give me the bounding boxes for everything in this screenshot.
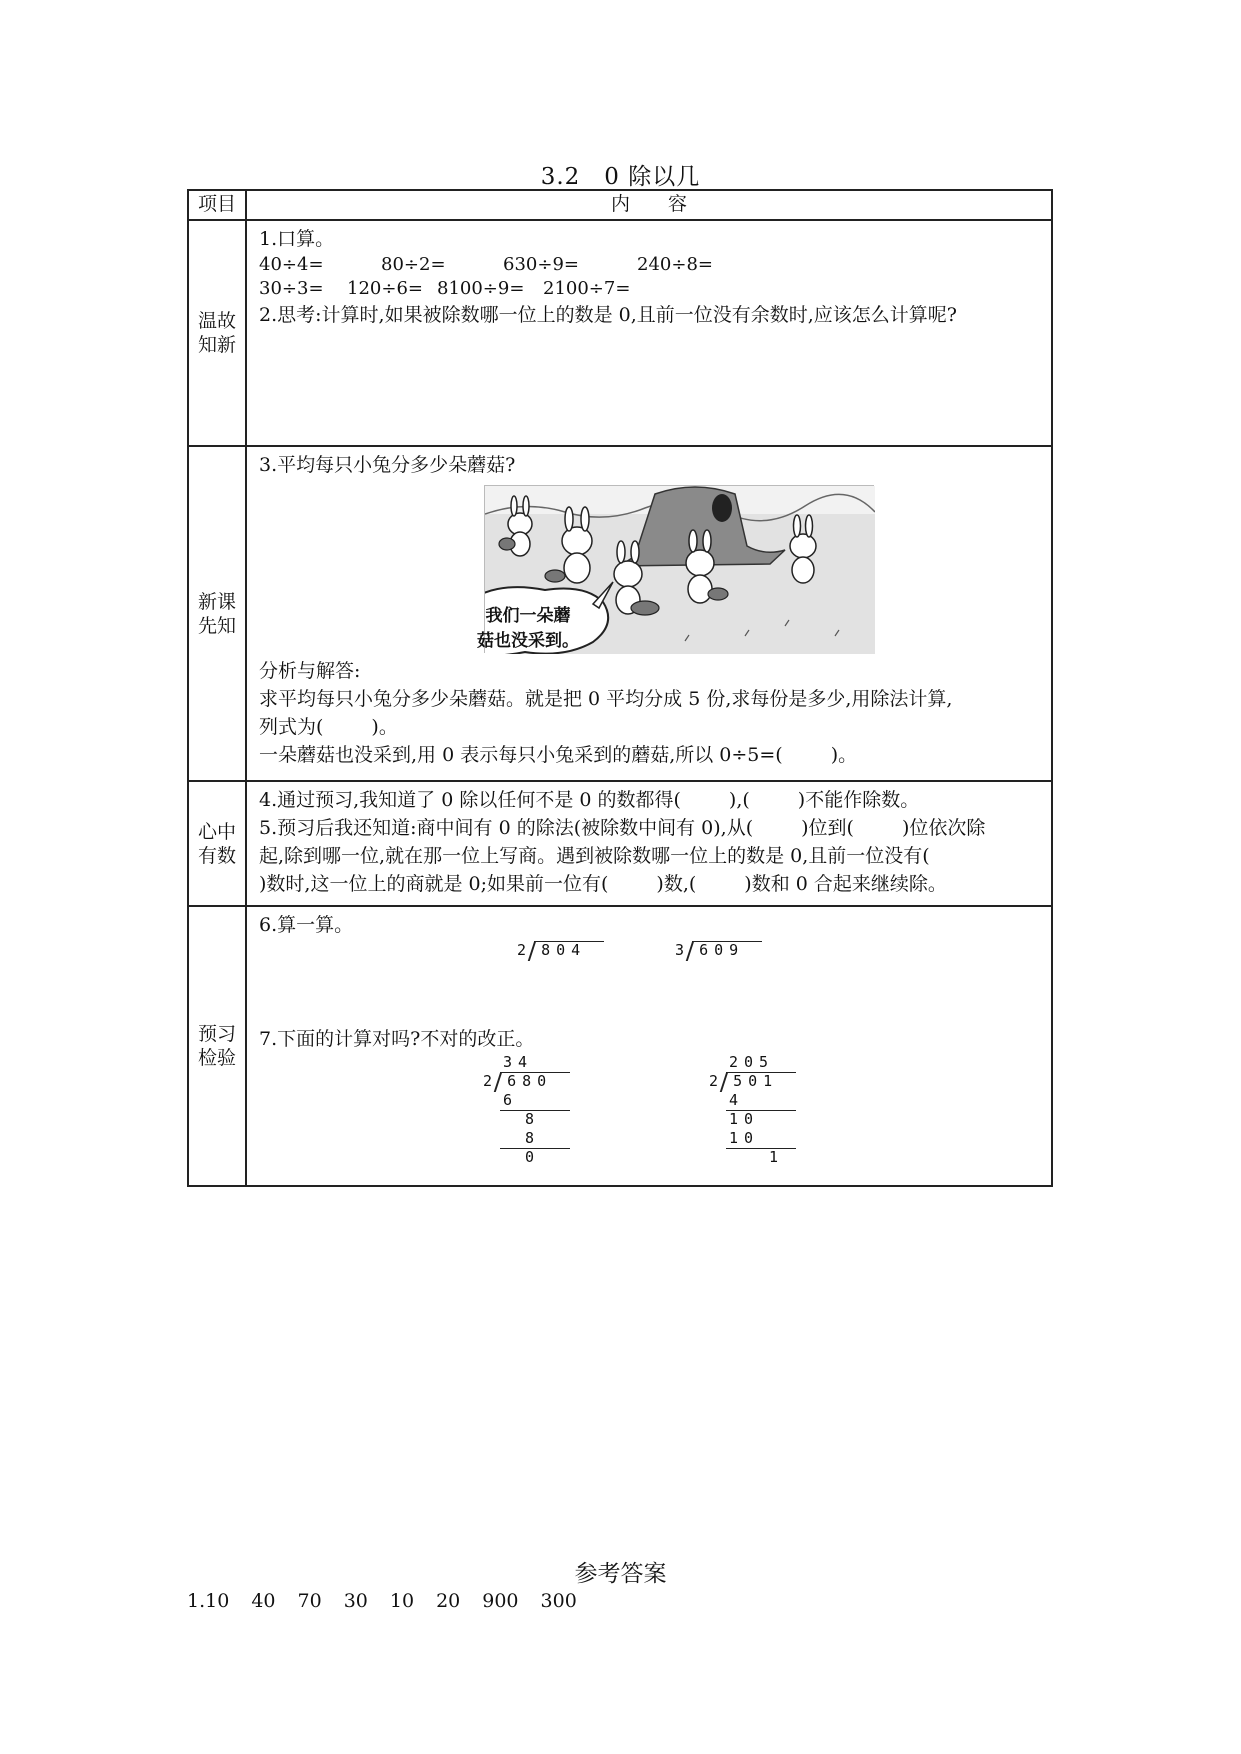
rabbits-illustration [477, 485, 874, 653]
text: 一朵蘑菇也没采到,用 0 表示每只小兔采到的蘑菇,所以 0÷5=( [259, 744, 783, 766]
calc-item: 30÷3= [259, 278, 324, 299]
question-1: 1.口算。 [259, 228, 335, 250]
section-summary [188, 781, 1052, 906]
long-division-1 [517, 941, 617, 965]
answer-value: 30 [343, 1590, 368, 1612]
text: 列式为( [259, 716, 324, 738]
quotient: 205 [729, 1053, 775, 1071]
calc-item: 40÷4= [259, 254, 324, 275]
dividend: 501 [733, 1072, 779, 1090]
answer-value: 10 [389, 1590, 415, 1612]
question-7: 7.下面的计算对吗?不对的改正。 [259, 1028, 535, 1050]
text: 5.预习后我还知道:商中间有 0 的除法(被除数中间有 0),从( [259, 817, 754, 839]
question-5-cont [259, 870, 1041, 898]
analysis-line [259, 741, 1041, 769]
question-3: 3.平均每只小兔分多少朵蘑菇? [259, 454, 516, 476]
answer-value: 900 [482, 1590, 519, 1612]
worked-division-2 [709, 1053, 809, 1183]
bubble-line: 我们一朵蘑 [485, 606, 571, 626]
question-6: 6.算一算。 [259, 914, 354, 936]
section-label: 新课先知 [188, 446, 246, 781]
question-5-cont: 起,除到哪一位,就在那一位上写商。遇到被除数哪一位上的数是 0,且前一位没有( [259, 845, 930, 867]
section-review [188, 220, 1052, 446]
section-check [188, 906, 1052, 1186]
step: 4 [729, 1091, 739, 1109]
step: 8 [525, 1110, 535, 1128]
header-item: 项目 [188, 190, 246, 220]
header-content: 内 容 [246, 190, 1052, 220]
quotient: 34 [503, 1053, 534, 1071]
divisor: 3 [675, 941, 685, 959]
step: 10 [729, 1110, 760, 1128]
divisor: 2 [709, 1072, 719, 1090]
step: 8 [525, 1129, 535, 1147]
text: )数时,这一位上的商就是 0;如果前一位有( [259, 873, 609, 895]
section-label: 温故知新 [188, 220, 246, 446]
question-2: 2.思考:计算时,如果被除数哪一位上的数是 0,且前一位没有余数时,应该怎么计算呢? [259, 304, 957, 326]
calc-item: 120÷6= [347, 278, 423, 299]
question-5 [259, 814, 1041, 842]
dividend: 609 [699, 941, 745, 959]
divisor: 2 [517, 941, 527, 959]
answers-line [187, 1590, 599, 1612]
section-label: 预习检验 [188, 906, 246, 1186]
text: )。 [371, 716, 398, 738]
text: )。 [830, 744, 858, 766]
text: ),( [728, 789, 750, 811]
question-4 [259, 786, 1041, 814]
text: )数和 0 合起来继续除。 [744, 873, 947, 895]
section-label: 心中有数 [188, 781, 246, 906]
dividend: 680 [507, 1072, 553, 1090]
text: 4.通过预习,我知道了 0 除以任何不是 0 的数都得( [259, 789, 681, 811]
answers-title: 参考答案 [574, 1561, 667, 1587]
calc-item: 630÷9= [503, 254, 579, 275]
text: )数,( [656, 873, 697, 895]
calc-item: 80÷2= [381, 254, 446, 275]
calc-item: 240÷8= [637, 254, 713, 275]
calc-row [259, 277, 1041, 301]
long-division-2 [675, 941, 775, 965]
answer-value: 300 [540, 1590, 577, 1612]
worked-division-1 [483, 1053, 583, 1183]
text: )位依次除 [901, 817, 986, 839]
divisor: 2 [483, 1072, 493, 1090]
remainder: 1 [769, 1148, 779, 1166]
analysis-line [259, 713, 1041, 741]
text: )位到( [801, 817, 854, 839]
remainder: 0 [525, 1148, 535, 1166]
analysis-line: 求平均每只小兔分多少朵蘑菇。就是把 0 平均分成 5 份,求每份是多少,用除法计算, [259, 688, 953, 710]
answer-value: 20 [436, 1590, 461, 1612]
section-new-lesson [188, 446, 1052, 781]
table-header [188, 190, 1052, 220]
dividend: 804 [541, 941, 587, 959]
calc-item: 2100÷7= [543, 278, 631, 299]
worksheet-table [187, 189, 1053, 1187]
step: 10 [729, 1129, 760, 1147]
page-title: 3.2 0 除以几 [540, 164, 701, 190]
speech-bubble [445, 598, 611, 658]
analysis-heading: 分析与解答: [259, 660, 361, 682]
bubble-line: 菇也没采到。 [477, 631, 579, 651]
calc-item: 8100÷9= [437, 278, 525, 299]
step: 6 [503, 1091, 513, 1109]
answer-value: 70 [297, 1590, 322, 1612]
answer-value: 40 [251, 1590, 276, 1612]
text: )不能作除数。 [797, 789, 920, 811]
answer-value: 1.10 [187, 1590, 230, 1612]
calc-row [259, 253, 1041, 277]
